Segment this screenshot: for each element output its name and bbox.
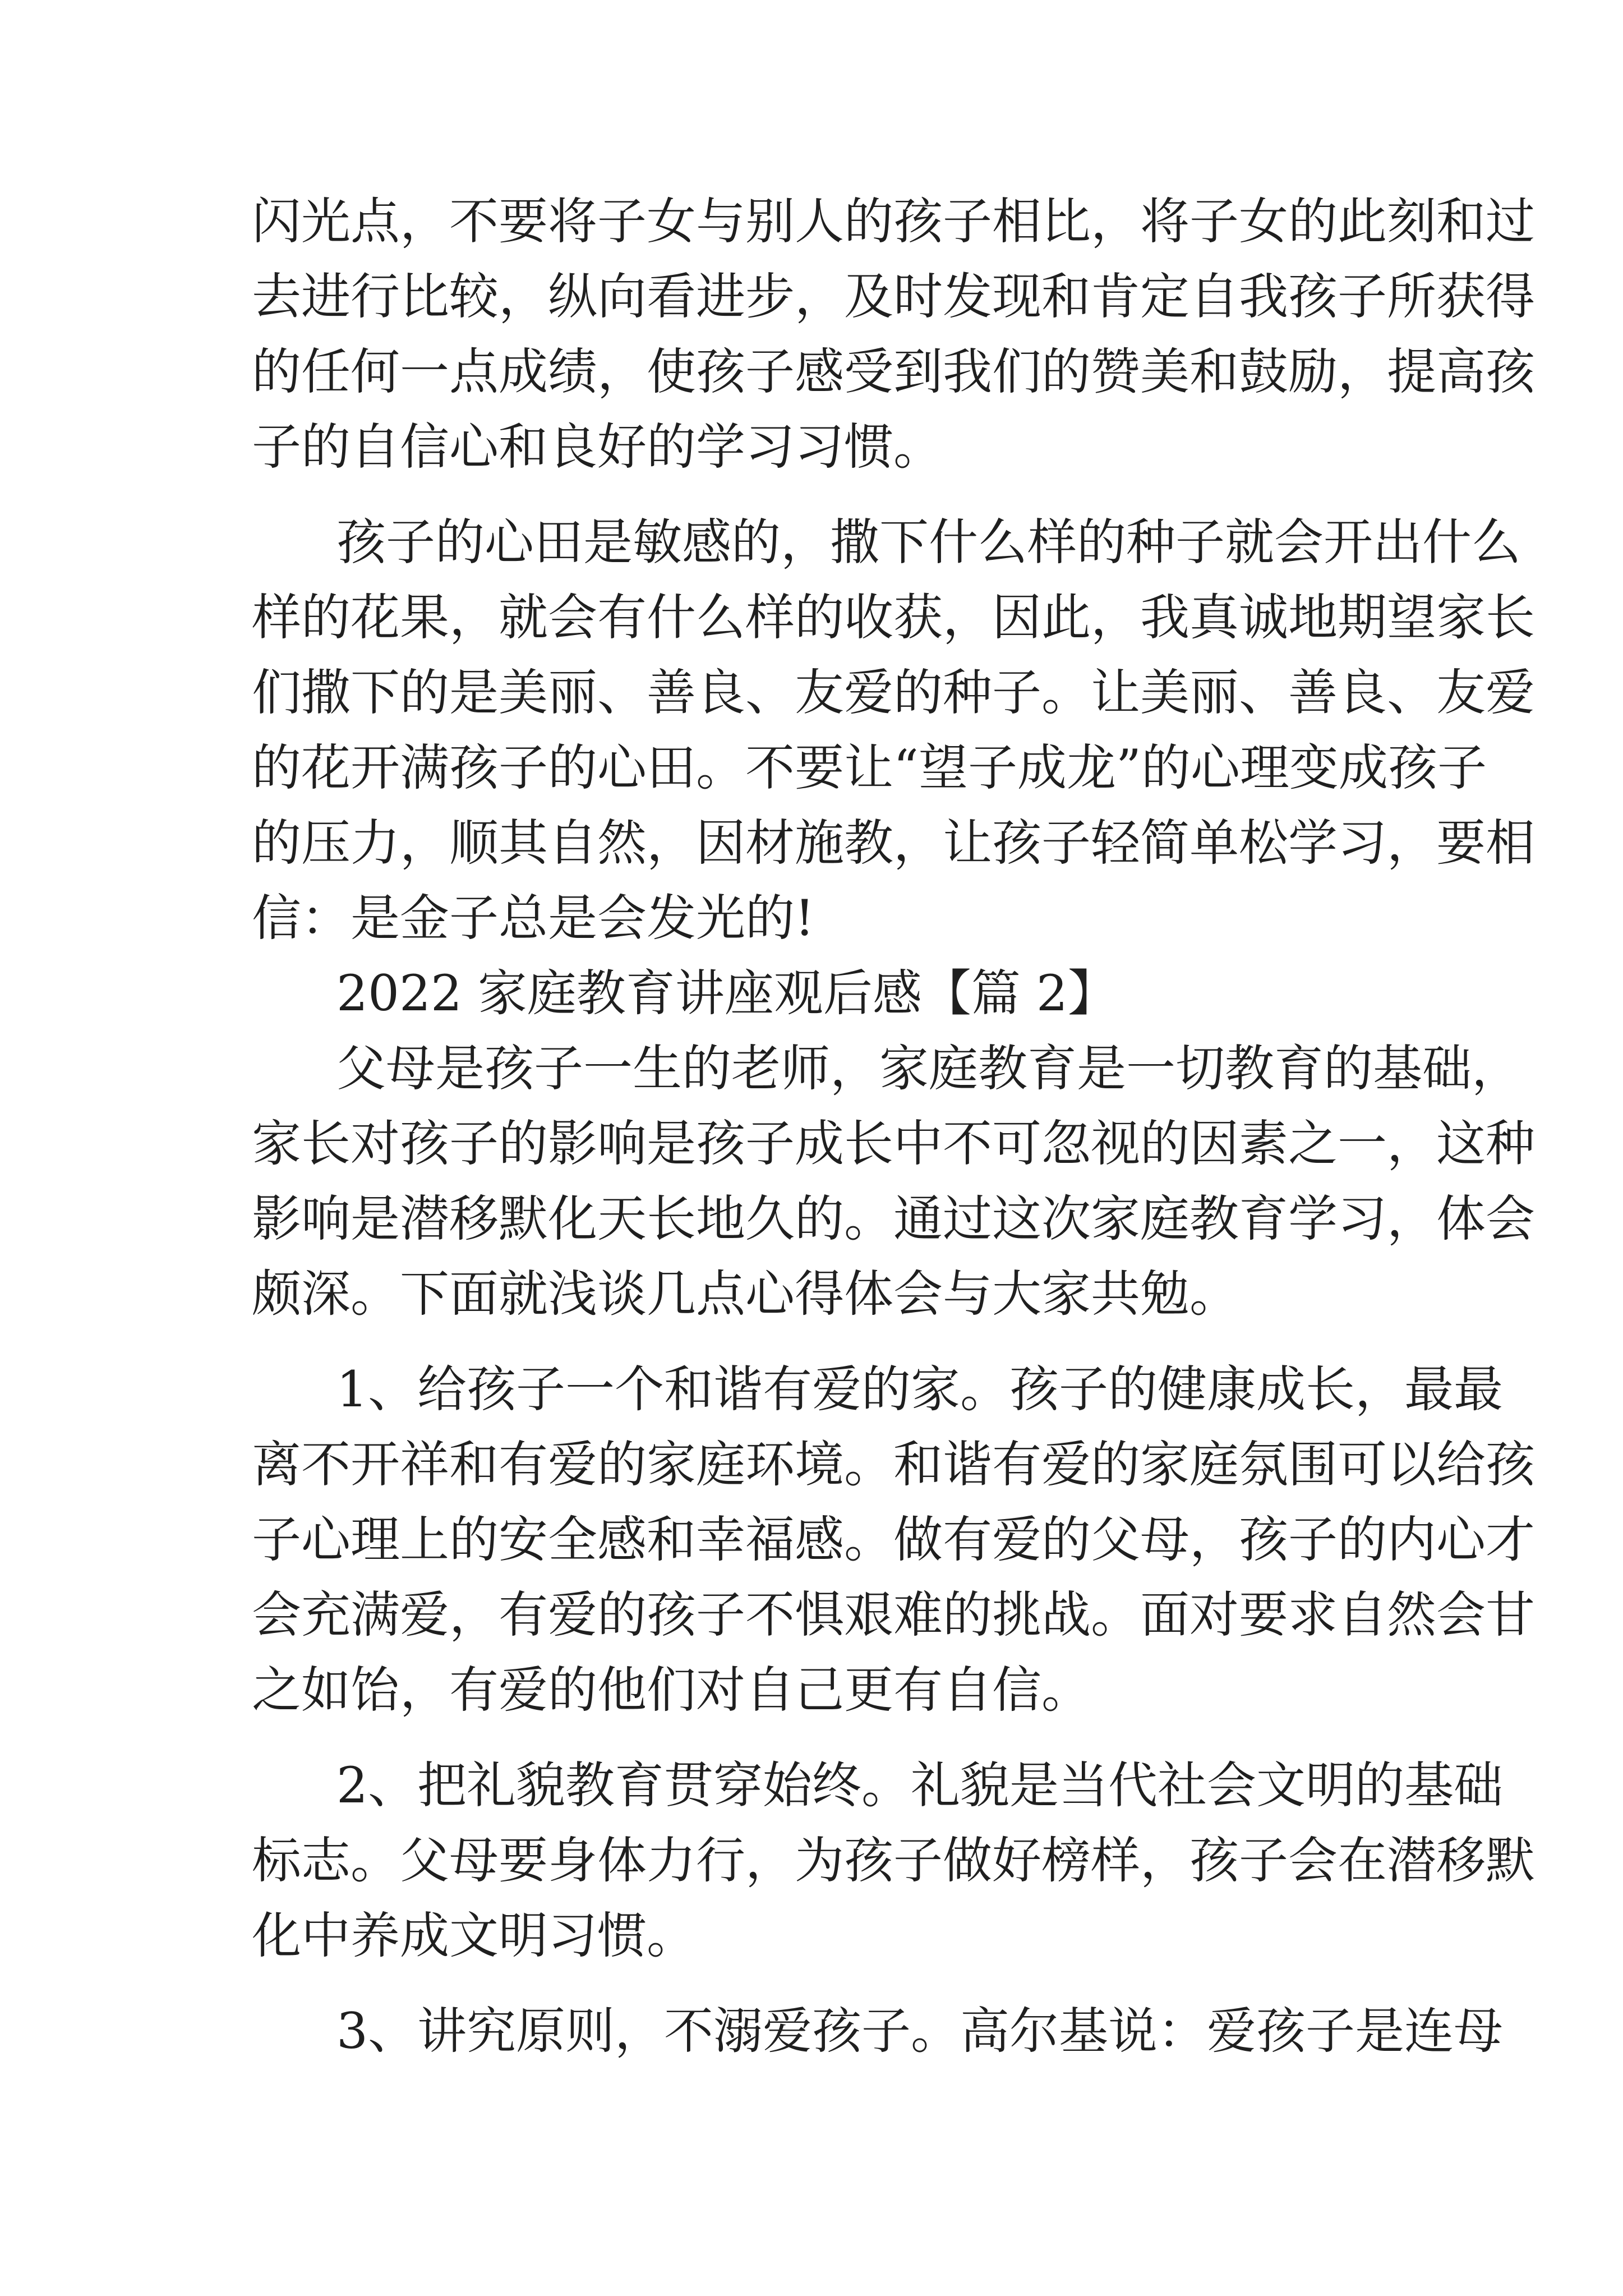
text-line: 会充满爱，有爱的孩子不惧艰难的挑战。面对要求自然会甘 — [252, 1586, 1536, 1644]
text-line: 信：是金子总是会发光的! — [252, 889, 815, 947]
paragraph-first-line: 1、给孩子一个和谐有爱的家。孩子的健康成长，最最 — [336, 1360, 1503, 1418]
text-line: 子的自信心和良好的学习习惯。 — [252, 418, 943, 476]
text-line: 闪光点，不要将子女与别人的孩子相比，将子女的此刻和过 — [252, 192, 1536, 250]
text-line: 家长对孩子的影响是孩子成长中不可忽视的因素之一，这种 — [252, 1115, 1536, 1172]
paragraph-first-line: 3、讲究原则，不溺爱孩子。高尔基说：爱孩子是连母 — [336, 2002, 1503, 2060]
text-line: 的任何一点成绩，使孩子感受到我们的赞美和鼓励，提高孩 — [252, 343, 1536, 401]
paragraph-first-line: 2、把礼貌教育贯穿始终。礼貌是当代社会文明的基础 — [336, 1756, 1503, 1814]
paragraph-first-line: 孩子的心田是敏感的，撒下什么样的种子就会开出什么 — [336, 513, 1521, 571]
text-line: 的花开满孩子的心田。不要让“望子成龙”的心理变成孩子 — [252, 739, 1487, 797]
text-line: 的压力，顺其自然，因材施教，让孩子轻简单松学习，要相 — [252, 814, 1536, 872]
text-line: 颇深。下面就浅谈几点心得体会与大家共勉。 — [252, 1265, 1239, 1323]
section-heading: 2022 家庭教育讲座观后感【篇 2】 — [336, 964, 1117, 1022]
text-line: 之如饴，有爱的他们对自己更有自信。 — [252, 1661, 1091, 1719]
text-line: 样的花果，就会有什么样的收获，因此，我真诚地期望家长 — [252, 588, 1536, 646]
text-line: 离不开祥和有爱的家庭环境。和谐有爱的家庭氛围可以给孩 — [252, 1435, 1536, 1493]
text-line: 影响是潜移默化天长地久的。通过这次家庭教育学习，体会 — [252, 1190, 1536, 1248]
text-line: 子心理上的安全感和幸福感。做有爱的父母，孩子的内心才 — [252, 1511, 1536, 1568]
text-line: 化中养成文明习惯。 — [252, 1907, 697, 1964]
text-line: 们撒下的是美丽、善良、友爱的种子。让美丽、善良、友爱 — [252, 664, 1536, 721]
text-line: 去进行比较，纵向看进步，及时发现和肯定自我孩子所获得 — [252, 268, 1536, 325]
text-line: 标志。父母要身体力行，为孩子做好榜样，孩子会在潜移默 — [252, 1832, 1536, 1889]
paragraph-first-line: 父母是孩子一生的老师，家庭教育是一切教育的基础， — [336, 1039, 1521, 1097]
